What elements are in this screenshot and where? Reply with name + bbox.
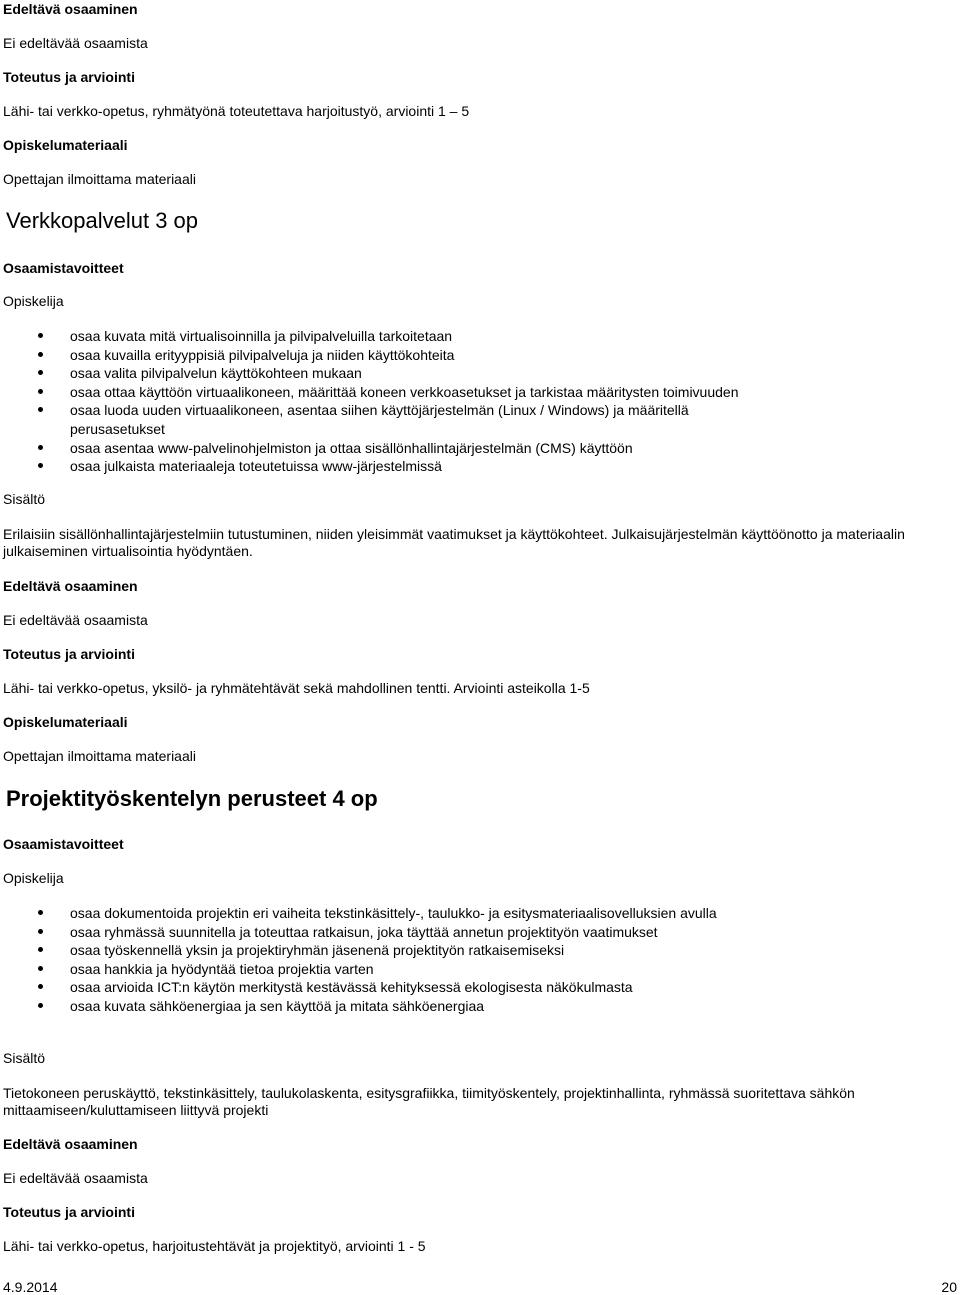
list-item: osaa työskennellä yksin ja projektiryhmän jäsenenä projektityön ratkaisemiseksi — [0, 941, 750, 960]
list-item: osaa kuvailla erityyppisiä pilvipalveluja ja niiden käyttökohteita — [0, 346, 750, 365]
footer-date: 4.9.2014 — [3, 1279, 58, 1295]
bullet-icon — [38, 389, 43, 394]
bullet-icon — [38, 445, 43, 450]
list-item: osaa kuvata mitä virtualisoinnilla ja pilvipalveluilla tarkoitetaan — [0, 327, 750, 346]
list-item: osaa ottaa käyttöön virtuaalikoneen, määrittää koneen verkkoasetukset ja tarkistaa määritysten toimivuuden — [0, 383, 750, 402]
prereq-heading: Edeltävä osaaminen — [3, 1136, 138, 1152]
list-item: osaa luoda uuden virtuaalikoneen, asentaa siihen käyttöjärjestelmän (Linux / Windows) ja määritellä perusasetukset — [0, 401, 750, 438]
goals-heading: Osaamistavoitteet — [3, 836, 124, 852]
bullet-icon — [38, 407, 43, 412]
impl-heading: Toteutus ja arviointi — [3, 69, 135, 85]
bullet-icon — [38, 1003, 43, 1008]
bullet-icon — [38, 929, 43, 934]
bullet-icon — [38, 966, 43, 971]
impl-heading: Toteutus ja arviointi — [3, 646, 135, 662]
list-item: osaa valita pilvipalvelun käyttökohteen mukaan — [0, 364, 750, 383]
material-text: Opettajan ilmoittama materiaali — [3, 171, 196, 187]
page-number: 20 — [941, 1279, 957, 1295]
course-title: Projektityöskentelyn perusteet 4 op — [6, 786, 378, 811]
course-title: Verkkopalvelut 3 op — [6, 208, 199, 233]
prereq-text: Ei edeltävää osaamista — [3, 1170, 148, 1186]
goals-list — [0, 904, 750, 1016]
prereq-heading: Edeltävä osaaminen — [3, 578, 138, 594]
student-label: Opiskelija — [3, 293, 64, 309]
list-item: osaa hankkia ja hyödyntää tietoa projektia varten — [0, 960, 750, 979]
impl-text: Lähi- tai verkko-opetus, ryhmätyönä toteutettava harjoitustyö, arviointi 1 – 5 — [3, 103, 470, 119]
material-heading: Opiskelumateriaali — [3, 137, 128, 153]
material-heading: Opiskelumateriaali — [3, 714, 128, 730]
impl-text: Lähi- tai verkko-opetus, yksilö- ja ryhmätehtävät sekä mahdollinen tentti. Arviointi asteikolla 1-5 — [3, 680, 590, 696]
bullet-icon — [38, 910, 43, 915]
bullet-icon — [38, 370, 43, 375]
bullet-icon — [38, 947, 43, 952]
list-item: osaa arvioida ICT:n käytön merkitystä kestävässä kehityksessä ekologisesta näkökulmasta — [0, 978, 750, 997]
list-item: osaa ryhmässä suunnitella ja toteuttaa ratkaisun, joka täyttää annetun projektityön vaatimukset — [0, 923, 750, 942]
list-item: osaa kuvata sähköenergiaa ja sen käyttöä ja mitata sähköenergiaa — [0, 997, 750, 1016]
prereq-text: Ei edeltävää osaamista — [3, 612, 148, 628]
content-text: Erilaisiin sisällönhallintajärjestelmiin tutustuminen, niiden yleisimmät vaatimukset ja käyttökohteet. Julkaisujärjestelmän käyttöönotto ja materiaalin julkaiseminen virtualisointia hyödyntäen. — [3, 526, 905, 559]
student-label: Opiskelija — [3, 870, 64, 886]
impl-heading: Toteutus ja arviointi — [3, 1204, 135, 1220]
goals-list — [0, 327, 750, 476]
bullet-icon — [38, 984, 43, 989]
bullet-icon — [38, 352, 43, 357]
goals-heading: Osaamistavoitteet — [3, 260, 124, 276]
list-item: osaa julkaista materiaaleja toteutetuissa www-järjestelmissä — [0, 457, 750, 476]
impl-text: Lähi- tai verkko-opetus, harjoitustehtävät ja projektityö, arviointi 1 - 5 — [3, 1238, 426, 1254]
bullet-icon — [38, 463, 43, 468]
content-text: Tietokoneen peruskäyttö, tekstinkäsittely, taulukolaskenta, esitysgrafiikka, tiimityöskentely, projektinhallinta, ryhmässä suoritettava sähkön mittaamiseen/kuluttamiseen liittyvä projekti — [3, 1085, 855, 1118]
prereq-text: Ei edeltävää osaamista — [3, 35, 148, 51]
content-label: Sisältö — [3, 1050, 46, 1066]
content-label: Sisältö — [3, 491, 46, 507]
prereq-heading: Edeltävä osaaminen — [3, 1, 138, 17]
list-item: osaa dokumentoida projektin eri vaiheita tekstinkäsittely-, taulukko- ja esitysmateriaalisovelluksien avulla — [0, 904, 750, 923]
bullet-icon — [38, 333, 43, 338]
list-item: osaa asentaa www-palvelinohjelmiston ja ottaa sisällönhallintajärjestelmän (CMS) käyttöön — [0, 439, 750, 458]
material-text: Opettajan ilmoittama materiaali — [3, 748, 196, 764]
